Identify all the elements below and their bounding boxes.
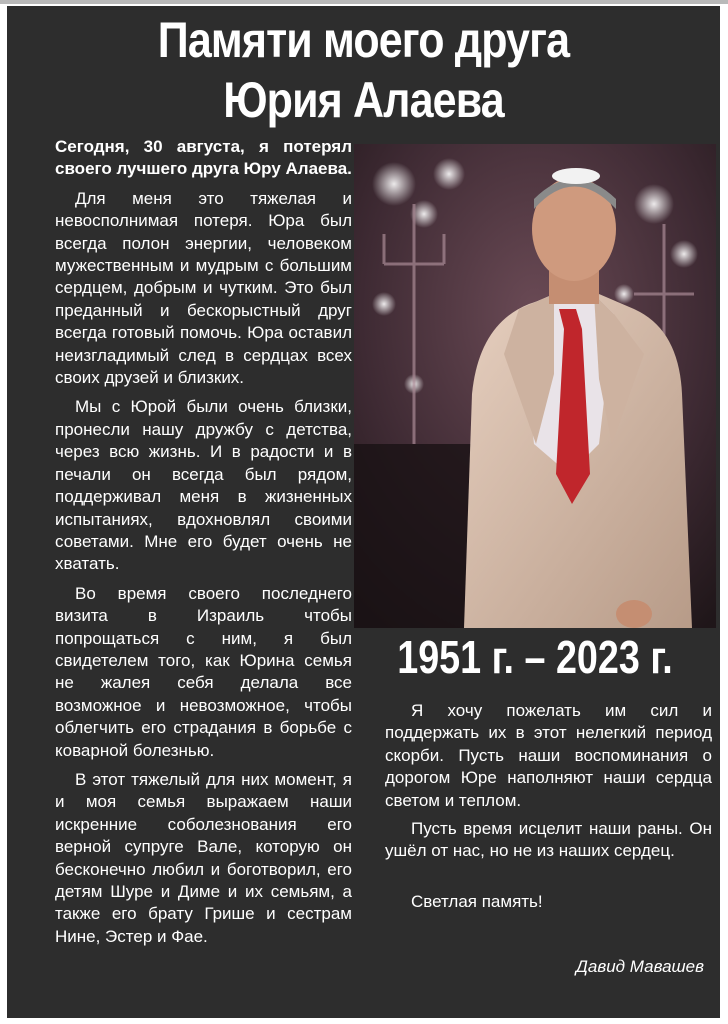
life-years: 1951 г. – 2023 г. [397, 631, 673, 683]
closing-paragraph: Пусть время исцелит наши раны. Он ушёл от нас, но не из наших сердец. [385, 819, 712, 861]
article-paragraph: Во время своего последнего визита в Израиль чтобы попрощаться с ним, я был свидетелем того, как Юрина семья не жалея себя делала все возможное и невозможное, чтобы облегчить его страдания в борьбе с коварной болезнью. [55, 583, 352, 760]
article-column [55, 136, 352, 948]
closing-paragraph: Я хочу пожелать им сил и поддержать их в этот нелегкий период скорби. Пусть наши воспоминания о дорогом Юре наполняют наши сердца светом и теплом. [385, 701, 712, 810]
closing-column [385, 700, 712, 913]
portrait-illustration [354, 144, 716, 628]
article-paragraph: В этот тяжелый для них момент, я и моя семья выражаем наши искренние соболезнования его верной супруге Вале, которую он бесконечно любил и боготворил, его детям Шуре и Диме и их семьям, а также его брату Грише и сестрам Нине, Эстер и Фае. [55, 769, 352, 946]
article-paragraph: Для меня это тяжелая и невосполнимая потеря. Юра был всегда полон энергии, человеком мужественным и мудрым с большим сердцем, добрым и чутким. Это был преданный и бескорыстный друг всегда готовый помочь. Юра оставил неизгладимый след в сердцах всех своих друзей и близких. [55, 188, 352, 388]
memorial-panel [7, 6, 720, 1018]
headline-line-2: Юрия Алаева [223, 72, 504, 128]
headline-line-1: Памяти моего друга [157, 12, 570, 68]
author-signature: Давид Мавашев [575, 957, 704, 976]
article-lead: Сегодня, 30 августа, я потерял своего лучшего друга Юру Алаева. [55, 137, 352, 179]
article-paragraph: Мы с Юрой были очень близки, пронесли нашу дружбу с детства, через всю жизнь. И в радости и в печали он всегда был рядом, поддерживал меня в жизненных испытаниях, вдохновлял своими советами. Мне его будет очень не хватать. [55, 397, 352, 574]
farewell-line: Светлая память! [411, 891, 543, 911]
portrait-photo [354, 144, 716, 628]
headline [57, 10, 670, 130]
page-top-rule [0, 0, 728, 4]
